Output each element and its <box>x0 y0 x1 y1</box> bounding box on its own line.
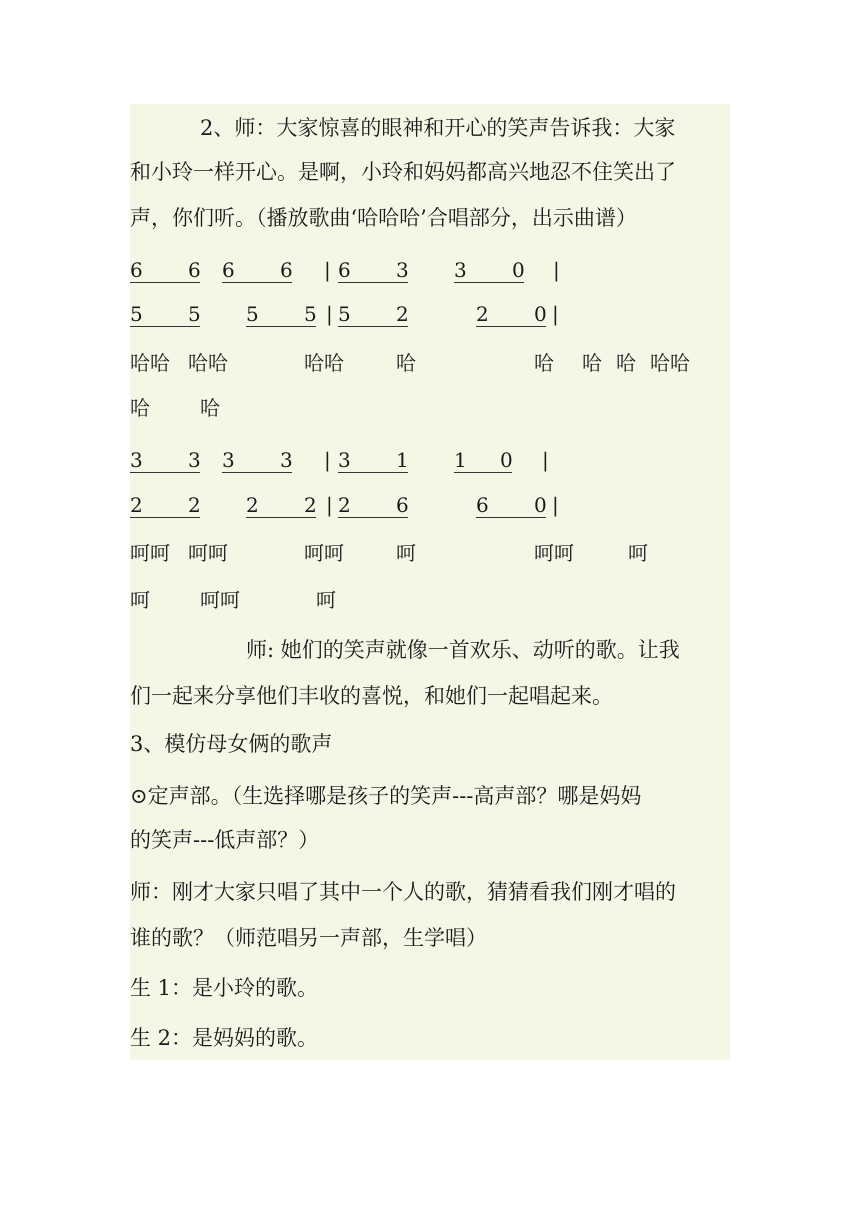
lyric: 呵呵 <box>304 541 344 565</box>
note: 6 <box>396 493 409 517</box>
note: 3 <box>280 448 293 472</box>
section3-student2: 生 2：是妈妈的歌。 <box>130 1026 319 1050</box>
beam-underline <box>130 517 200 518</box>
beam-underline <box>130 282 200 283</box>
beam-underline <box>454 282 524 283</box>
note: 5 <box>338 302 351 326</box>
lyric: 呵 <box>316 588 336 612</box>
lyric: 哈 <box>616 351 636 375</box>
note: 1 <box>396 448 409 472</box>
note: 3 <box>188 448 201 472</box>
note: 6 <box>338 258 351 282</box>
barline: | <box>324 448 331 472</box>
lyric: 呵 <box>130 588 150 612</box>
beam-underline <box>222 472 292 473</box>
note: 0 <box>534 302 547 326</box>
note: 2 <box>476 302 489 326</box>
beam-underline <box>338 517 408 518</box>
beam-underline <box>130 472 200 473</box>
beam-underline <box>338 282 408 283</box>
barline: | <box>553 258 560 282</box>
note: 0 <box>512 258 525 282</box>
barline: | <box>326 302 333 326</box>
note: 5 <box>246 302 259 326</box>
lyric: 哈 <box>130 396 150 420</box>
note: 6 <box>188 258 201 282</box>
note: 2 <box>188 493 201 517</box>
note: 6 <box>222 258 235 282</box>
beam-underline <box>246 517 316 518</box>
barline: | <box>552 302 559 326</box>
lyric: 呵呵 <box>188 541 228 565</box>
note: 5 <box>188 302 201 326</box>
lyric: 哈哈 <box>188 351 228 375</box>
note: 2 <box>246 493 259 517</box>
note: 2 <box>338 493 351 517</box>
section3-teacher-line1: 师：刚才大家只唱了其中一个人的歌，猜猜看我们刚才唱的 <box>130 880 676 904</box>
note: 6 <box>280 258 293 282</box>
beam-underline <box>222 282 292 283</box>
note: 3 <box>454 258 467 282</box>
beam-underline <box>338 326 408 327</box>
note: 0 <box>534 493 547 517</box>
lyric: 哈哈 <box>650 351 690 375</box>
barline: | <box>326 493 333 517</box>
lyric: 哈哈 <box>130 351 170 375</box>
lyric: 呵呵 <box>130 541 170 565</box>
para1-line1: 2、师：大家惊喜的眼神和开心的笑声告诉我：大家 <box>200 116 676 140</box>
note: 0 <box>500 448 513 472</box>
lyric: 呵 <box>628 541 648 565</box>
note: 1 <box>454 448 467 472</box>
section3-teacher-line2: 谁的歌？（师范唱另一声部，生学唱） <box>130 926 487 950</box>
lyric: 哈 <box>534 351 554 375</box>
section3-item-line1: ⊙定声部。（生选择哪是孩子的笑声---高声部？哪是妈妈 <box>130 784 642 808</box>
para2-line2: 们一起来分享他们丰收的喜悦，和她们一起唱起来。 <box>130 684 613 708</box>
note: 2 <box>304 493 317 517</box>
section3-item-line2: 的笑声---低声部？） <box>130 828 320 852</box>
note: 5 <box>130 302 143 326</box>
section3-heading: 3、模仿母女俩的歌声 <box>130 732 333 756</box>
para2-line1: 师: 她们的笑声就像一首欢乐、动听的歌。让我 <box>246 638 680 662</box>
note: 3 <box>396 258 409 282</box>
section3-student1: 生 1：是小玲的歌。 <box>130 976 319 1000</box>
beam-underline <box>476 326 546 327</box>
lyric: 哈 <box>396 351 416 375</box>
note: 3 <box>338 448 351 472</box>
barline: | <box>552 493 559 517</box>
lyric: 哈哈 <box>304 351 344 375</box>
lyric: 哈 <box>200 396 220 420</box>
beam-underline <box>246 326 316 327</box>
note: 6 <box>130 258 143 282</box>
para1-line2: 和小玲一样开心。是啊，小玲和妈妈都高兴地忍不住笑出了 <box>130 160 676 184</box>
note: 6 <box>476 493 489 517</box>
note: 2 <box>396 302 409 326</box>
beam-underline <box>130 326 200 327</box>
para1-line3: 声，你们听。（播放歌曲‘哈哈哈’合唱部分，出示曲谱） <box>130 206 637 230</box>
beam-underline <box>454 472 512 473</box>
beam-underline <box>476 517 546 518</box>
document-panel <box>130 104 730 1060</box>
lyric: 呵呵 <box>534 541 574 565</box>
barline: | <box>324 258 331 282</box>
lyric: 呵 <box>396 541 416 565</box>
note: 2 <box>130 493 143 517</box>
beam-underline <box>338 472 408 473</box>
barline: | <box>542 448 549 472</box>
lyric: 呵呵 <box>200 588 240 612</box>
note: 5 <box>304 302 317 326</box>
lyric: 哈 <box>582 351 602 375</box>
note: 3 <box>222 448 235 472</box>
note: 3 <box>130 448 143 472</box>
